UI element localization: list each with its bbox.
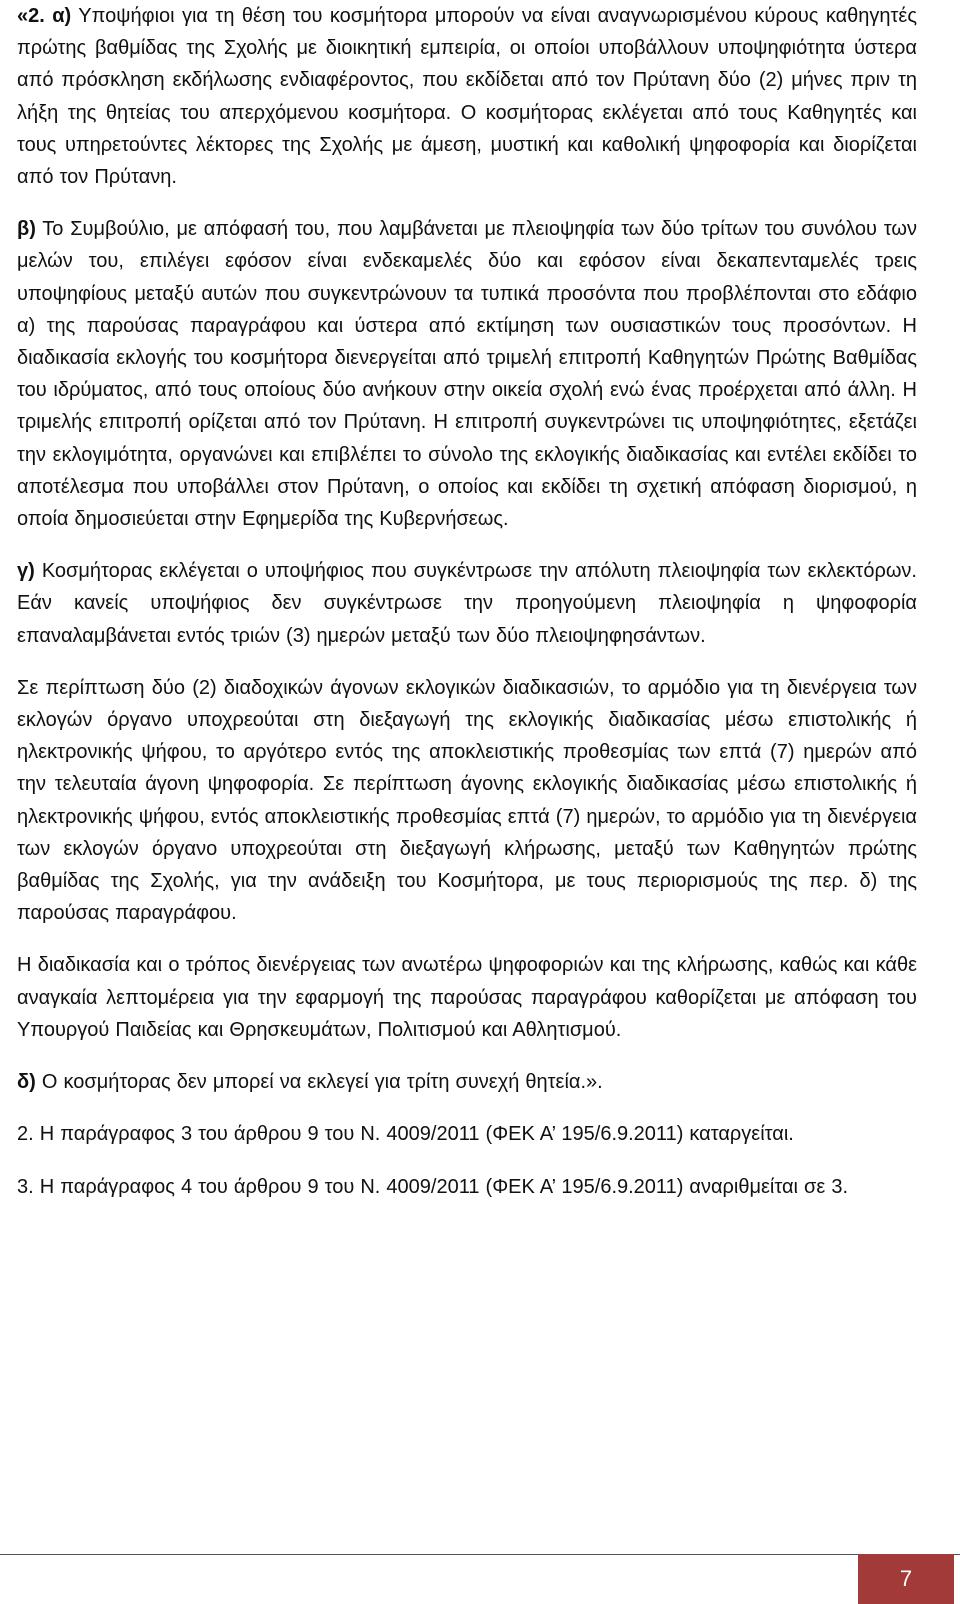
paragraph-text: Η διαδικασία και ο τρόπος διενέργειας των ανωτέρω ψηφοφοριών και της κλήρωσης, καθώς και κάθε αναγκαία λεπτομέρεια για την εφαρμογή της παρούσας παραγράφου καθορίζεται με απόφαση του Υπουργού Παιδείας και Θρησκευμάτων, Πολιτισμού και Αθλητισμού. xyxy=(17,954,917,1041)
paragraph-item-3 xyxy=(17,1171,917,1203)
paragraph-text: 3. Η παράγραφος 4 του άρθρου 9 του Ν. 4009/2011 (ΦΕΚ Α’ 195/6.9.2011) αναριθμείται σε 3. xyxy=(17,1175,849,1198)
paragraph-text: Ο κοσμήτορας δεν μπορεί να εκλεγεί για τρίτη συνεχή θητεία.». xyxy=(35,1071,603,1094)
paragraph-2b xyxy=(17,213,917,535)
paragraph-2a xyxy=(17,0,917,193)
paragraph-text: Το Συμβούλιο, με απόφασή του, που λαμβάνεται με πλειοψηφία των δύο τρίτων του συνόλου των μελών του, επιλέγει εφόσον είναι ενδεκαμελές δύο και εφόσον είναι δεκαπενταμελές τρεις υποψηφίους μεταξύ αυτών που συγκεντρώνουν τα τυπικά προσόντα που προβλέπονται στο εδάφιο α) της παρούσας παραγράφου και ύστερα από εκτίμηση των ουσιαστικών τους προσόντων. Η διαδικασία εκλογής του κοσμήτορα διενεργείται από τριμελή επιτροπή Καθηγητών Πρώτης Βαθμίδας του ιδρύματος, από τους οποίους δύο ανήκουν στην οικεία σχολή ενώ ένας προέρχεται από άλλη. Η τριμελής επιτροπή ορίζεται από τον Πρύτανη. Η επιτροπή συγκεντρώνει τις υποψηφιότητες, εξετάζει την εκλογιμότητα, οργανώνει και επιβλέπει το σύνολο της εκλογικής διαδικασίας και εντέλει εκδίδει το αποτέλεσμα που υποβάλλει στον Πρύτανη, ο οποίος και εκδίδει τη σχετική απόφαση διορισμού, η οποία δημοσιεύεται στην Εφημερίδα της Κυβερνήσεως. xyxy=(17,218,917,531)
paragraph-label: β) xyxy=(17,218,36,241)
paragraph-item-2 xyxy=(17,1118,917,1150)
paragraph-label: δ) xyxy=(17,1071,36,1094)
paragraph-text: 2. Η παράγραφος 3 του άρθρου 9 του Ν. 4009/2011 (ΦΕΚ Α’ 195/6.9.2011) καταργείται. xyxy=(17,1123,794,1146)
paragraph-2d xyxy=(17,1066,917,1098)
footer-divider xyxy=(0,1554,960,1555)
paragraph-text: Κοσμήτορας εκλέγεται ο υποψήφιος που συγκέντρωσε την απόλυτη πλειοψηφία των εκλεκτόρων. Εάν κανείς υποψήφιος δεν συγκέντρωσε την προηγούμενη πλειοψηφία η ψηφοφορία επαναλαμβάνεται εντός τριών (3) ημερών μεταξύ των δύο πλειοψηφησάντων. xyxy=(17,560,917,647)
paragraph-failed-elections xyxy=(17,672,917,930)
paragraph-label: «2. α) xyxy=(17,5,72,27)
document-page xyxy=(17,0,917,1223)
paragraph-text: Σε περίπτωση δύο (2) διαδοχικών άγονων εκλογικών διαδικασιών, το αρμόδιο για τη διενέργεια των εκλογών όργανο υποχρεούται στη διεξαγωγή της εκλογικής διαδικασίας μέσω επιστολικής ή ηλεκτρονικής ψήφου, το αργότερο εντός της αποκλειστικής προθεσμίας των επτά (7) ημερών από την τελευταία άγονη ψηφοφορία. Σε περίπτωση άγονης εκλογικής διαδικασίας μέσω επιστολικής ή ηλεκτρονικής ψήφου, εντός αποκλειστικής προθεσμίας επτά (7) ημερών, το αρμόδιο για τη διενέργεια των εκλογών όργανο υποχρεούται στη διεξαγωγή κλήρωσης, μεταξύ των Καθηγητών πρώτης βαθμίδας της Σχολής, για την ανάδειξη του Κοσμήτορα, με τους περιορισμούς της περ. δ) της παρούσας παραγράφου. xyxy=(17,676,917,925)
paragraph-2c xyxy=(17,555,917,652)
paragraph-procedure xyxy=(17,949,917,1046)
page-number-badge: 7 xyxy=(858,1554,954,1604)
paragraph-text: Υποψήφιοι για τη θέση του κοσμήτορα μπορούν να είναι αναγνωρισμένου κύρους καθηγητές πρώτης βαθμίδας της Σχολής με διοικητική εμπειρία, οι οποίοι υποβάλλουν υποψηφιότητα ύστερα από πρόσκληση εκδήλωσης ενδιαφέροντος, που εκδίδεται από τον Πρύτανη δύο (2) μήνες πριν τη λήξη της θητείας του απερχόμενου κοσμήτορα. Ο κοσμήτορας εκλέγεται από τους Καθηγητές και τους υπηρετούντες λέκτορες της Σχολής με άμεση, μυστική και καθολική ψηφοφορία και διορίζεται από τον Πρύτανη. xyxy=(17,5,917,189)
paragraph-label: γ) xyxy=(17,560,35,583)
